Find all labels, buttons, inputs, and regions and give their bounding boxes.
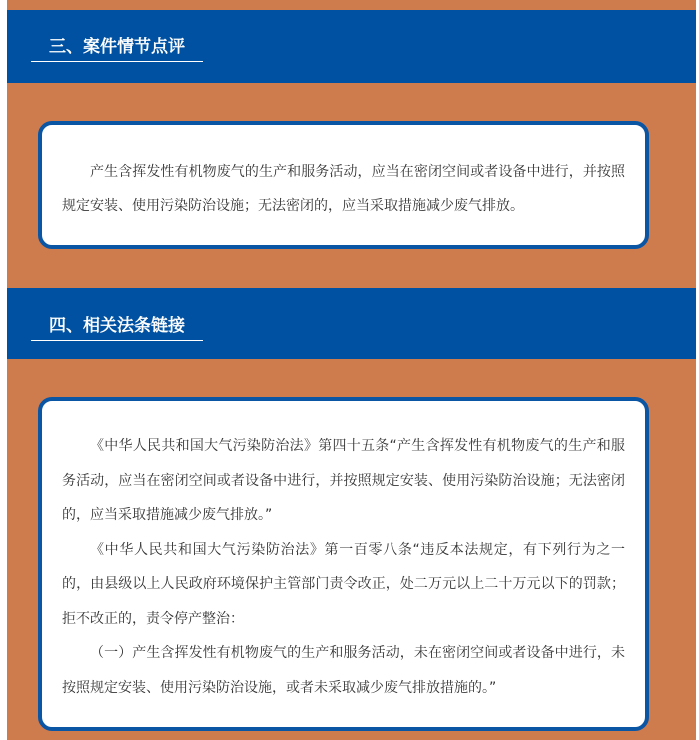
- section-3-card: [38, 121, 649, 249]
- section-4-banner: [7, 288, 696, 359]
- section-3-heading: 三、案件情节点评: [31, 36, 203, 62]
- law-article-108-item-1-paragraph: （一）产生含挥发性有机物废气的生产和服务活动，未在密闭空间或者设备中进行，未按照规定安装、使用污染防治设施，或者未采取减少废气排放措施的。”: [62, 645, 625, 696]
- section-3-banner: [7, 10, 696, 83]
- section-4-heading: 四、相关法条链接: [31, 315, 203, 341]
- article-page: [7, 0, 696, 740]
- section-4-card: [38, 397, 649, 731]
- law-article-45-paragraph: 《中华人民共和国大气污染防治法》第四十五条“产生含挥发性有机物废气的生产和服务活动，应当在密闭空间或者设备中进行，并按照规定安装、使用污染防治设施；无法密闭的，应当采取措施减少废气排放。”: [62, 438, 625, 523]
- law-article-108-paragraph: 《中华人民共和国大气污染防治法》第一百零八条“违反本法规定，有下列行为之一的，由县级以上人民政府环境保护主管部门责令改正，处二万元以上二十万元以下的罚款；拒不改正的，责令停产整治：: [62, 541, 625, 627]
- section-3-paragraph: 产生含挥发性有机物废气的生产和服务活动，应当在密闭空间或者设备中进行，并按照规定安装、使用污染防治设施；无法密闭的，应当采取措施减少废气排放。: [62, 164, 625, 214]
